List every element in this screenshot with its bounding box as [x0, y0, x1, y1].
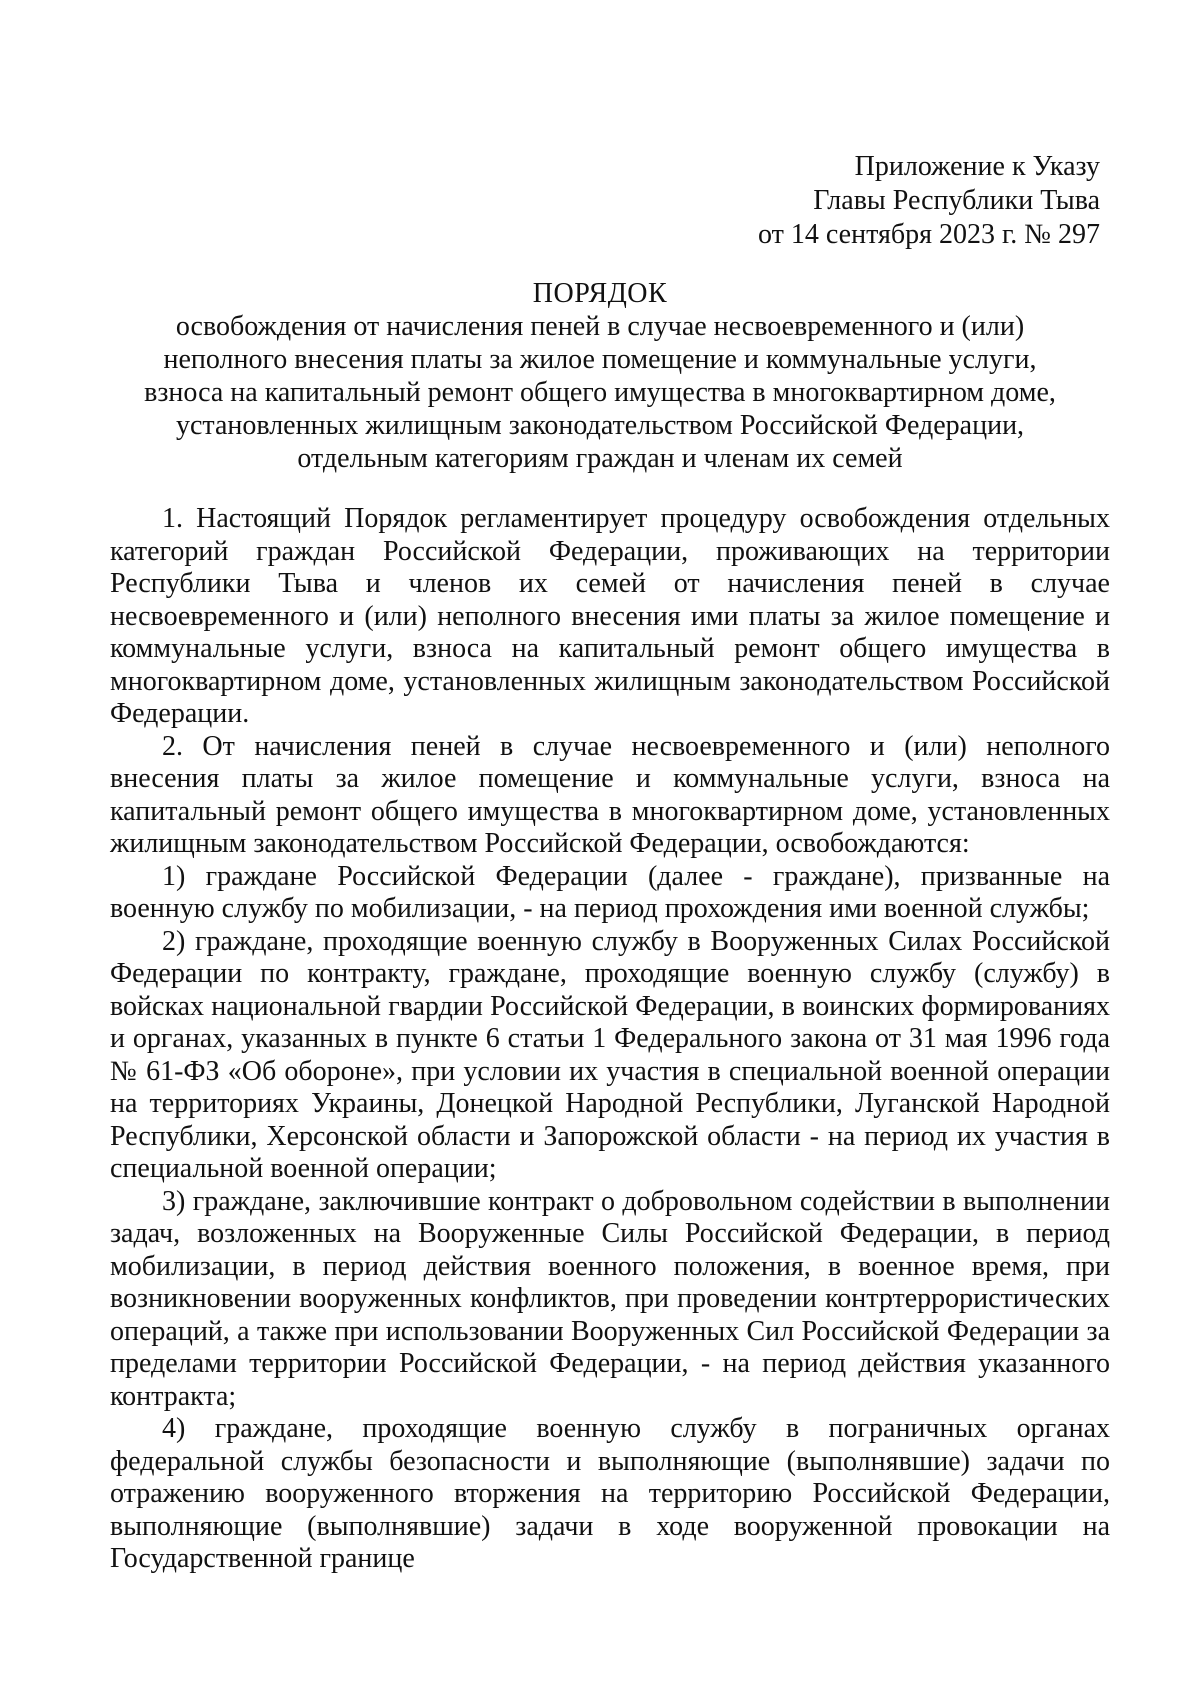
list-item-1: 1) граждане Российской Федерации (далее - граждане), призванные на военную службу по мобилизации, - на период прохождения ими военной службы;: [110, 860, 1110, 924]
appendix-line-3: от 14 сентября 2023 г. № 297: [758, 219, 1100, 250]
list-item-3: 3) граждане, заключившие контракт о добровольном содействии в выполнении задач, возложенных на Вооруженные Силы Российской Федерации, в период мобилизации, в период действия военного положения, в военное время, при возникновении вооруженных конфликтов, при проведении контртеррористических операций, а также при использовании Вооруженных Сил Российской Федерации за пределами территории Российской Федерации, - на период действия указанного контракта;: [110, 1185, 1110, 1412]
appendix-line-1: Приложение к Указу: [854, 151, 1100, 182]
title-line-5: отдельным категориям граждан и членам их семей: [297, 443, 903, 474]
paragraph-1: 1. Настоящий Порядок регламентирует процедуру освобождения отдельных категорий граждан Российской Федерации, проживающих на территории Республики Тыва и членов их семей от начисления пеней в случае несвоевременного и (или) неполного внесения ими платы за жилое помещение и коммунальные услуги, взноса на капитальный ремонт общего имущества в многоквартирном доме, установленных жилищным законодательством Российской Федерации.: [110, 503, 1110, 729]
title-heading: ПОРЯДОК: [532, 278, 668, 309]
appendix-reference: [758, 150, 1100, 252]
list-item-4: 4) граждане, проходящие военную службу в пограничных органах федеральной службы безопасности и выполняющие (выполнявшие) задачи по отражению вооруженного вторжения на территорию Российской Федерации, выполняющие (выполнявшие) задачи в ходе вооруженной провокации на Государственной границе: [110, 1413, 1110, 1574]
title-line-1: освобождения от начисления пеней в случае несвоевременного и (или): [175, 311, 1025, 342]
paragraph-2: 2. От начисления пеней в случае несвоевременного и (или) неполного внесения платы за жилое помещение и коммунальные услуги, взноса на капитальный ремонт общего имущества в многоквартирном доме, установленных жилищным законодательством Российской Федерации, освобождаются:: [110, 730, 1110, 859]
title-line-4: установленных жилищным законодательством Российской Федерации,: [175, 410, 1025, 441]
list-item-2: 2) граждане, проходящие военную службу в Вооруженных Силах Российской Федерации по контракту, граждане, проходящие военную службу (службу) в войсках национальной гвардии Российской Федерации, в воинских формированиях и органах, указанных в пункте 6 статьи 1 Федерального закона от 31 мая 1996 года № 61-ФЗ «Об обороне», при условии их участия в специальной военной операции на территориях Украины, Донецкой Народной Республики, Луганской Народной Республики, Херсонской области и Запорожской области - на период их участия в специальной военной операции;: [110, 925, 1110, 1184]
title-line-3: взноса на капитальный ремонт общего имущества в многоквартирном доме,: [144, 377, 1056, 408]
document-title: [100, 277, 1100, 475]
title-line-2: неполного внесения платы за жилое помещение и коммунальные услуги,: [163, 344, 1037, 375]
document-body: [110, 503, 1110, 1576]
appendix-line-2: Главы Республики Тыва: [813, 185, 1100, 216]
